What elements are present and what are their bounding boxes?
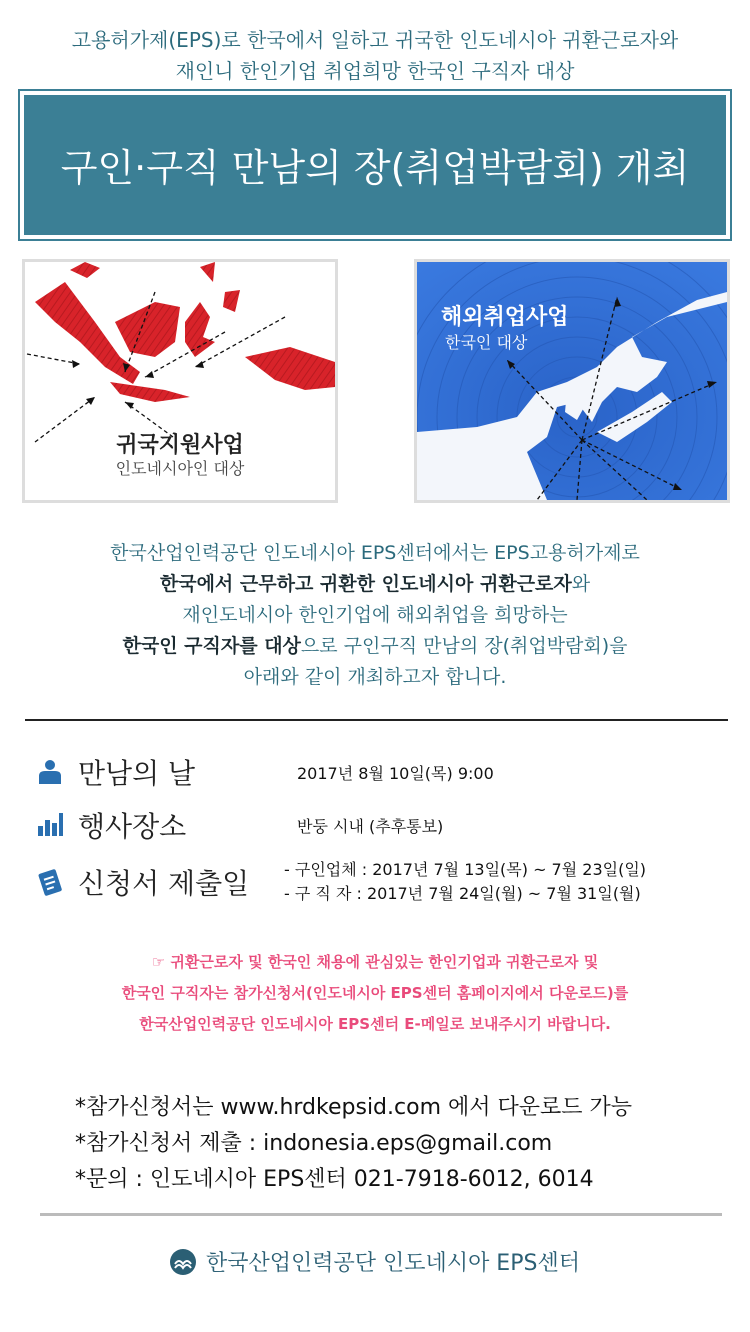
overseas-employment-title: 해외취업사업 — [441, 305, 569, 330]
notice-line-1: ☞ 귀환근로자 및 한국인 채용에 관심있는 한인기업과 귀환근로자 및 — [151, 953, 599, 971]
page-title: 구인·구직 만남의 장(취업박람회) 개최 — [60, 146, 690, 190]
return-support-panel — [22, 259, 338, 503]
title-banner — [20, 91, 730, 239]
footer-org-name: 한국산업인력공단 인도네시아 EPS센터 — [206, 1251, 580, 1276]
return-support-title: 귀국지원사업 — [116, 433, 244, 458]
description-line-4-bold: 한국인 구직자를 대상 — [122, 635, 301, 657]
description-line-1: 한국산업인력공단 인도네시아 EPS센터에서는 EPS고용허가제로 — [110, 542, 640, 564]
venue-value: 반둥 시내 (추후통보) — [297, 817, 444, 836]
korea-map-graphic — [417, 262, 727, 500]
description-line-2-bold: 한국에서 근무하고 귀환한 인도네시아 귀환근로자 — [159, 573, 572, 595]
venue-label: 행사장소 — [78, 810, 187, 843]
description-line-4-rest: 으로 구인구직 만남의 장(취업박람회)을 — [300, 635, 628, 657]
meeting-date-label: 만남의 날 — [78, 757, 196, 790]
intro-line-2: 재인니 한인기업 취업희망 한국인 구직자 대상 — [175, 59, 575, 83]
meeting-date-value: 2017년 8월 10일(목) 9:00 — [297, 764, 494, 783]
notice-line-3: 한국산업인력공단 인도네시아 EPS센터 E-메일로 보내주시기 바랍니다. — [139, 1015, 611, 1033]
hrd-korea-logo-icon — [170, 1249, 196, 1275]
return-support-subtitle: 인도네시아인 대상 — [115, 459, 245, 478]
submit-email-note: *참가신청서 제출 : indonesia.eps@gmail.com — [75, 1131, 553, 1156]
description-line-2 — [0, 569, 750, 596]
bar-chart-icon — [36, 810, 64, 838]
description-line-3: 재인도네시아 한인기업에 해외취업을 희망하는 — [182, 604, 568, 626]
contact-note: *문의 : 인도네시아 EPS센터 021-7918-6012, 6014 — [75, 1167, 594, 1192]
person-icon — [36, 758, 64, 786]
overseas-employment-panel — [414, 259, 730, 503]
description-line-2-rest: 와 — [571, 573, 591, 595]
download-note: *참가신청서는 www.hrdkepsid.com 에서 다운로드 가능 — [75, 1095, 632, 1120]
application-period-label: 신청서 제출일 — [78, 867, 250, 900]
description-line-5: 아래와 같이 개최하고자 합니다. — [243, 666, 507, 688]
intro-line-1: 고용허가제(EPS)로 한국에서 일하고 귀국한 인도네시아 귀환근로자와 — [71, 28, 679, 52]
jobseeker-application-period: - 구 직 자 : 2017년 7월 24일(월) ~ 7월 31일(월) — [284, 884, 641, 903]
footer-divider — [40, 1213, 722, 1216]
footer — [0, 1246, 750, 1277]
employer-application-period: - 구인업체 : 2017년 7월 13일(목) ~ 7월 23일(일) — [284, 860, 647, 879]
overseas-employment-subtitle: 한국인 대상 — [445, 333, 528, 352]
document-icon — [36, 868, 64, 896]
notice-line-2: 한국인 구직자는 참가신청서(인도네시아 EPS센터 홈페이지에서 다운로드)를 — [121, 984, 629, 1002]
description-line-4 — [0, 631, 750, 658]
section-divider — [25, 719, 728, 721]
